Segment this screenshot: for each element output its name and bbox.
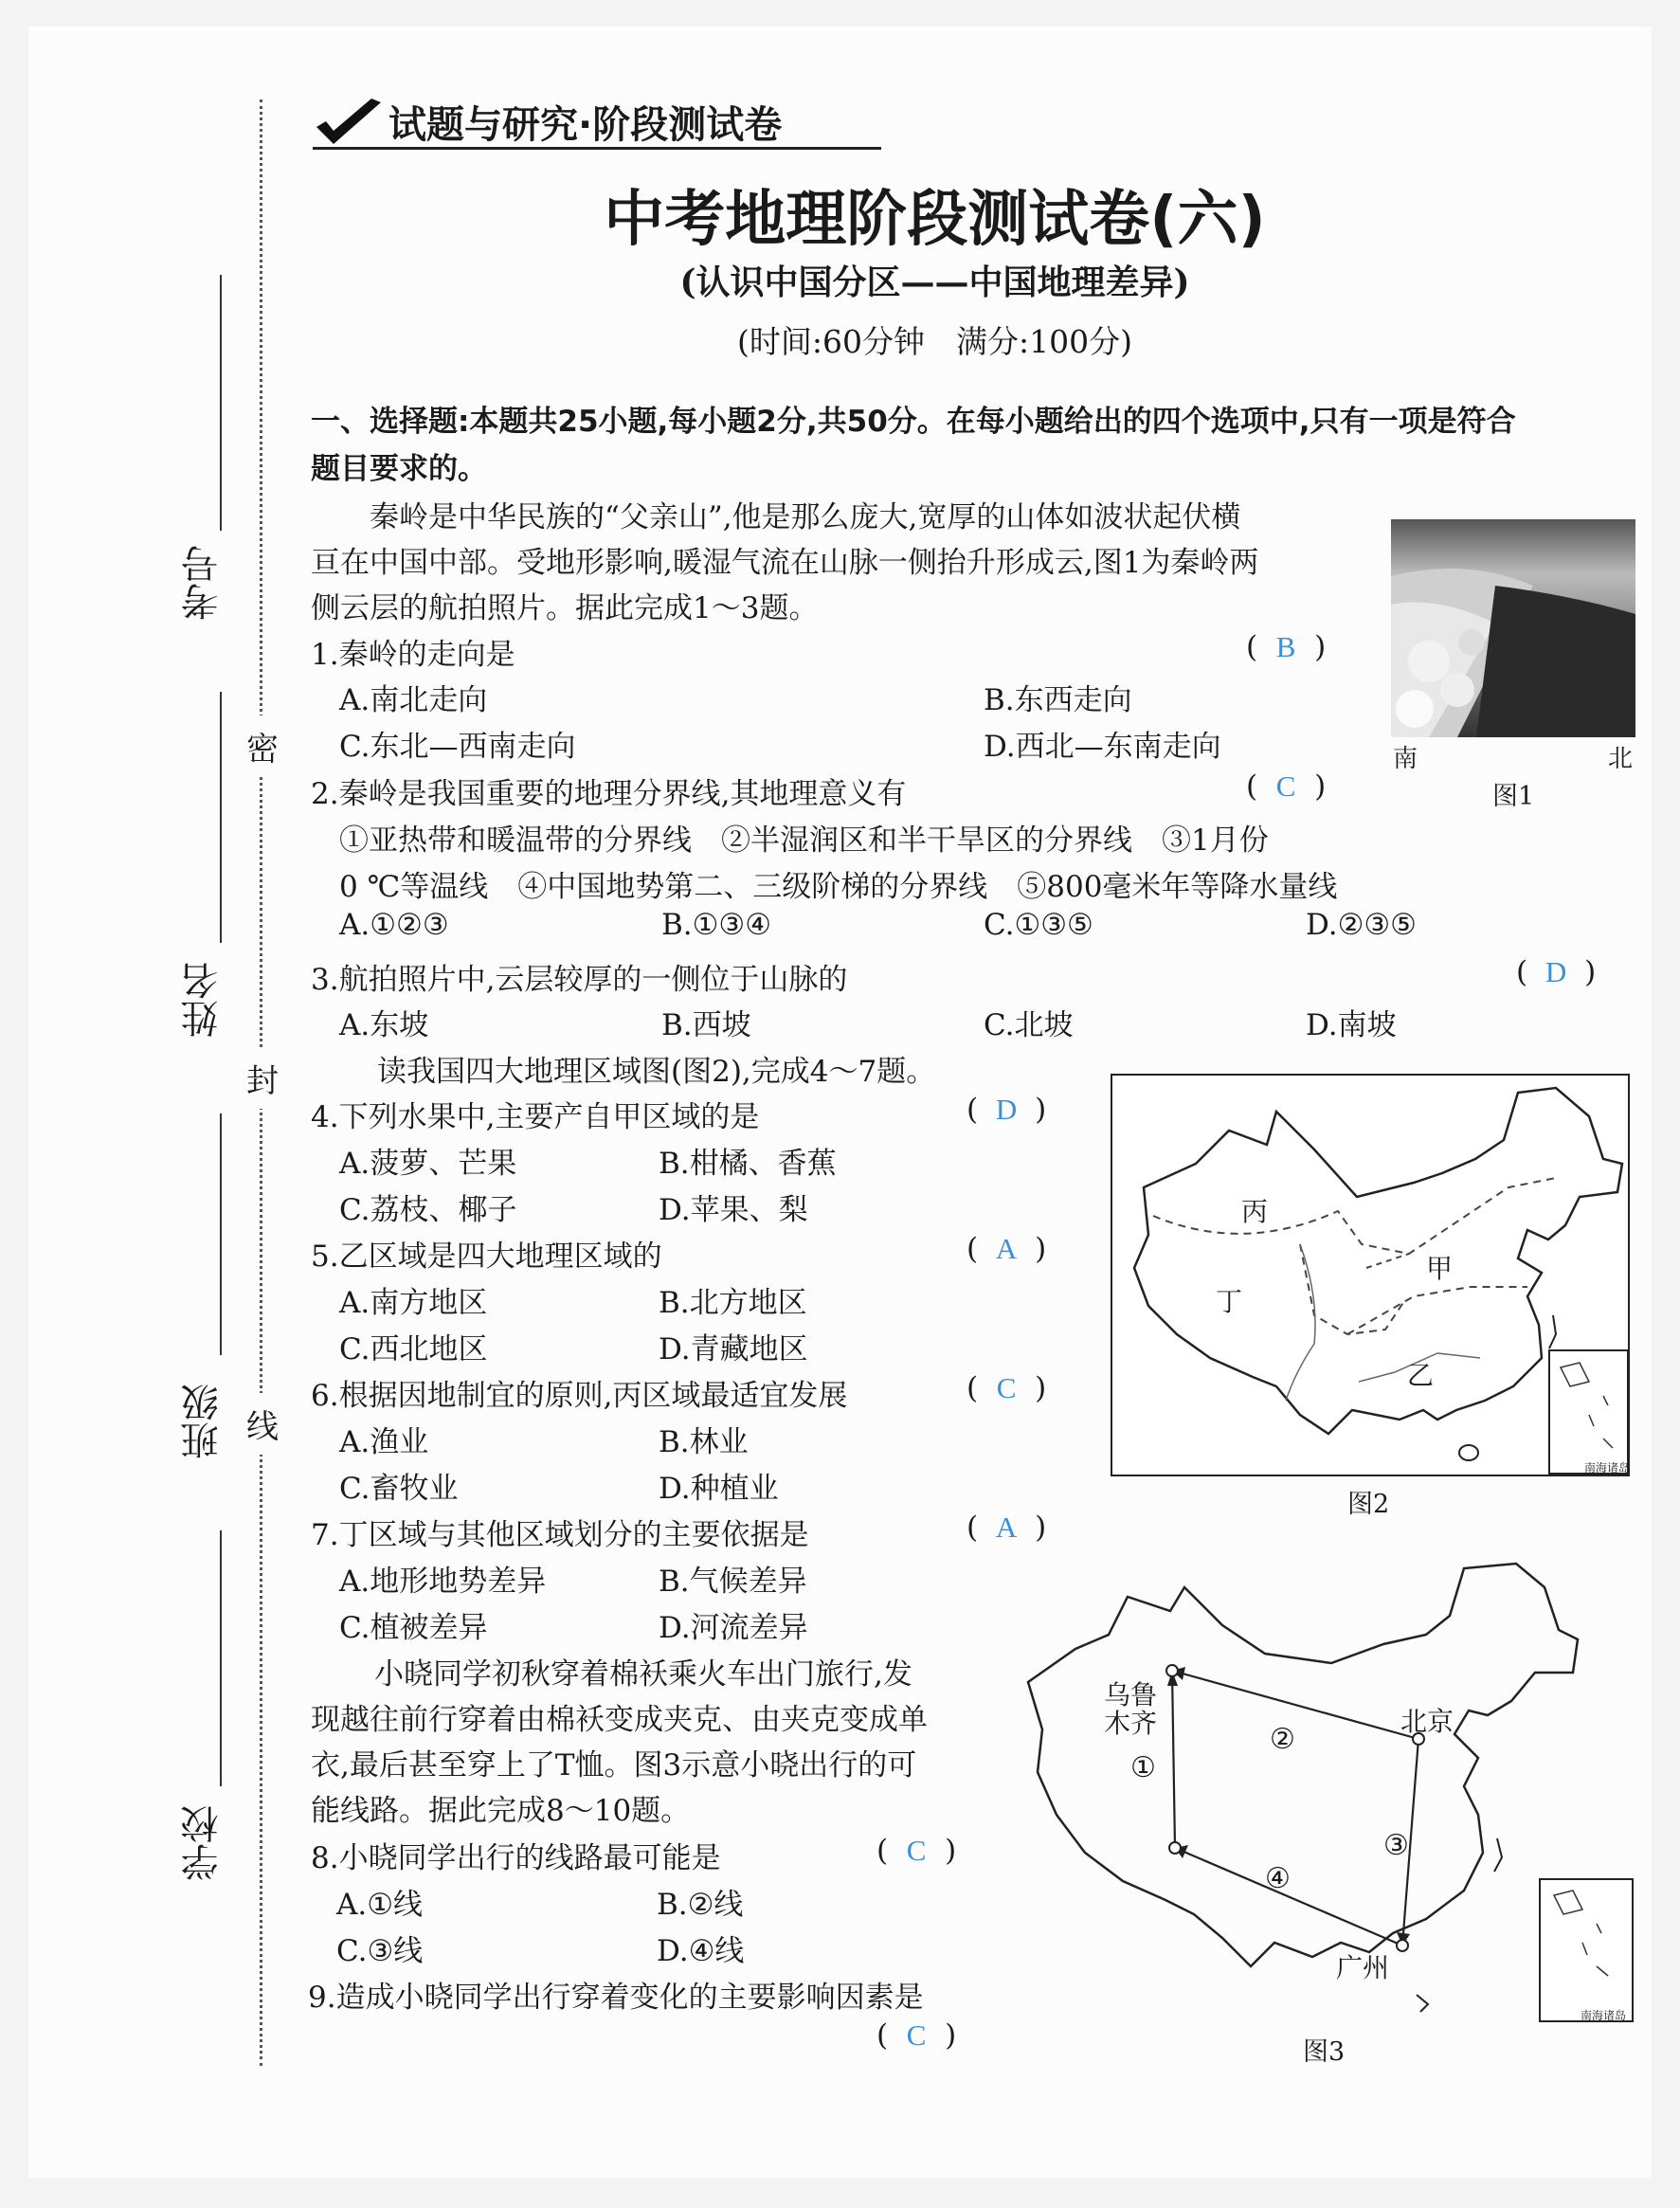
time-info: (时间:60分钟 满分:100分) <box>737 323 1132 360</box>
q3-option-b: B.西坡 <box>661 1008 751 1042</box>
fig3-route-3: ③ <box>1383 1829 1409 1862</box>
q1-stem: 1.秦岭的走向是 <box>311 638 515 672</box>
q1-answer-box: ( B ) <box>1246 630 1327 664</box>
q6-option-d: D.种植业 <box>659 1472 779 1506</box>
page-subtitle: (认识中国分区——中国地理差异) <box>679 262 1190 302</box>
q1-option-c: C.东北—西南走向 <box>339 730 576 764</box>
page-title: 中考地理阶段测试卷(六) <box>604 185 1266 255</box>
q3-option-d: D.南坡 <box>1306 1008 1397 1042</box>
q1-option-d: D.西北—东南走向 <box>984 730 1221 764</box>
exam-number-label: 考号 <box>181 545 225 621</box>
fig2-region-jia: 甲 <box>1426 1253 1454 1284</box>
q7-option-a: A.地形地势差异 <box>339 1565 547 1599</box>
q9-stem: 9.造成小晓同学出行穿着变化的主要影响因素是 <box>308 1981 924 2015</box>
q4-option-a: A.菠萝、芒果 <box>339 1147 517 1181</box>
passage3-line: 衣,最后甚至穿上了T恤。图3示意小晓出行的可 <box>311 1748 917 1783</box>
q3-option-c: C.北坡 <box>984 1008 1074 1042</box>
q6-option-c: C.畜牧业 <box>339 1472 459 1506</box>
q2-answer: C <box>1275 769 1296 803</box>
intro-q4-7: 读我国四大地理区域图(图2),完成4～7题。 <box>377 1055 936 1089</box>
q6-option-b: B.林业 <box>659 1425 749 1459</box>
q1-answer: B <box>1275 630 1296 663</box>
q4-option-d: D.苹果、梨 <box>659 1193 808 1227</box>
name-label: 姓名 <box>181 962 225 1038</box>
passage3-line: 能线路。据此完成8～10题。 <box>311 1794 691 1828</box>
q5-option-c: C.西北地区 <box>339 1332 488 1366</box>
q6-option-a: A.渔业 <box>339 1425 429 1459</box>
passage1-line: 秦岭是中华民族的“父亲山”,他是那么庞大,宽厚的山体如波状起伏横 <box>370 500 1241 534</box>
fig2-region-ding: 丁 <box>1216 1286 1243 1317</box>
fig2-inset-label: 南海诸岛 <box>1584 1461 1631 1475</box>
q7-option-b: B.气候差异 <box>659 1565 807 1599</box>
q5-option-a: A.南方地区 <box>339 1286 488 1320</box>
school-line <box>220 1530 222 1786</box>
q3-answer-box: ( D ) <box>1516 955 1597 989</box>
q2-stem: 2.秦岭是我国重要的地理分界线,其地理意义有 <box>311 777 907 811</box>
q5-stem: 5.乙区域是四大地理区域的 <box>311 1240 662 1274</box>
q7-option-d: D.河流差异 <box>659 1611 808 1645</box>
seal-char-xian: 线 <box>246 1393 279 1455</box>
fig3-inset-label: 南海诸岛 <box>1581 2009 1627 2022</box>
section-heading <box>311 398 1637 493</box>
q2-option-d: D.②③⑤ <box>1306 908 1417 942</box>
brand-series: 试题与研究·阶段测试卷 <box>388 103 783 147</box>
q2-option-c: C.①③⑤ <box>984 908 1093 942</box>
q2-option-a: A.①②③ <box>339 908 449 942</box>
q6-answer-box: ( C ) <box>966 1371 1047 1405</box>
fig2-region-map <box>1111 1074 1630 1476</box>
q4-answer-box: ( D ) <box>966 1093 1047 1127</box>
q6-stem: 6.根据因地制宜的原则,丙区域最适宜发展 <box>311 1379 848 1413</box>
q4-option-b: B.柑橘、香蕉 <box>659 1147 837 1181</box>
school-label: 学校 <box>181 1805 225 1881</box>
fig3-city-urumqi-2: 木齐 <box>1104 1708 1158 1739</box>
q8-answer: C <box>906 1834 927 1867</box>
passage1-line: 侧云层的航拍照片。据此完成1～3题。 <box>311 591 819 625</box>
q8-answer-box: ( C ) <box>876 1834 957 1868</box>
fig3-city-guangzhou: 广州 <box>1336 1952 1390 1983</box>
exam-number-line <box>220 275 222 531</box>
q5-option-b: B.北方地区 <box>659 1286 807 1320</box>
q5-option-d: D.青藏地区 <box>659 1332 808 1366</box>
fig3-route-1: ① <box>1130 1751 1156 1784</box>
section-heading-line2: 题目要求的。 <box>311 452 487 486</box>
q9-answer-box: ( C ) <box>876 2018 957 2053</box>
seal-char-feng: 封 <box>246 1047 279 1109</box>
checkmark-icon <box>313 95 384 152</box>
fig3-caption: 图3 <box>1303 2037 1346 2067</box>
q7-answer-box: ( A ) <box>966 1511 1047 1545</box>
q8-stem: 8.小晓同学出行的线路最可能是 <box>311 1841 721 1875</box>
fig1-photo <box>1391 519 1635 737</box>
q4-answer: D <box>995 1093 1018 1126</box>
q1-option-b: B.东西走向 <box>984 683 1132 717</box>
q2-statement-line2: 0 ℃等温线 ④中国地势第二、三级阶梯的分界线 ⑤800毫米年等降水量线 <box>339 870 1338 904</box>
brand-rule <box>313 147 881 150</box>
q7-answer: A <box>995 1511 1018 1544</box>
q3-option-a: A.东坡 <box>339 1008 429 1042</box>
passage3-line: 现越往前行穿着由棉袄变成夹克、由夹克变成单 <box>311 1703 928 1737</box>
q4-stem: 4.下列水果中,主要产自甲区域的是 <box>311 1100 760 1134</box>
q7-stem: 7.丁区域与其他区域划分的主要依据是 <box>311 1518 809 1552</box>
q8-option-a: A.①线 <box>336 1888 424 1922</box>
fig1-north-label: 北 <box>1608 745 1634 773</box>
fig1-south-label: 南 <box>1393 745 1418 773</box>
fig3-city-beijing: 北京 <box>1400 1706 1454 1737</box>
fig3-route-2: ② <box>1270 1723 1295 1756</box>
q6-answer: C <box>996 1371 1017 1404</box>
fig2-region-bing: 丙 <box>1241 1196 1269 1227</box>
q9-answer: C <box>906 2018 927 2052</box>
q2-answer-box: ( C ) <box>1246 769 1327 804</box>
fig3-route-map <box>1019 1559 1635 2023</box>
q2-statement-line1: ①亚热带和暖温带的分界线 ②半湿润区和半干旱区的分界线 ③1月份 <box>339 823 1269 858</box>
fig2-region-yi: 乙 <box>1407 1360 1435 1391</box>
q3-answer: D <box>1545 955 1567 988</box>
q5-answer-box: ( A ) <box>966 1232 1047 1266</box>
passage3-line: 小晓同学初秋穿着棉袄乘火车出门旅行,发 <box>374 1657 912 1692</box>
q8-option-b: B.②线 <box>657 1888 744 1922</box>
q3-stem: 3.航拍照片中,云层较厚的一侧位于山脉的 <box>311 963 848 997</box>
q4-option-c: C.荔枝、椰子 <box>339 1193 517 1227</box>
q5-answer: A <box>995 1232 1018 1265</box>
class-line <box>220 1113 222 1355</box>
q2-option-b: B.①③④ <box>661 908 772 942</box>
fig3-route-4: ④ <box>1265 1862 1291 1895</box>
q8-option-d: D.④线 <box>657 1934 745 1968</box>
fig2-caption: 图2 <box>1347 1490 1390 1519</box>
q1-option-a: A.南北走向 <box>339 683 488 717</box>
q7-option-c: C.植被差异 <box>339 1611 488 1645</box>
name-line <box>220 692 222 943</box>
fig3-city-urumqi-1: 乌鲁 <box>1104 1679 1158 1710</box>
class-label: 班级 <box>181 1384 225 1459</box>
passage1-line: 亘在中国中部。受地形影响,暖湿气流在山脉一侧抬升形成云,图1为秦岭两 <box>311 546 1259 580</box>
section-heading-line1: 一、选择题:本题共25小题,每小题2分,共50分。在每小题给出的四个选项中,只有一项是符合 <box>311 405 1516 439</box>
seal-char-mi: 密 <box>246 715 279 777</box>
fig1-caption: 图1 <box>1492 782 1535 811</box>
q8-option-c: C.③线 <box>336 1934 424 1968</box>
